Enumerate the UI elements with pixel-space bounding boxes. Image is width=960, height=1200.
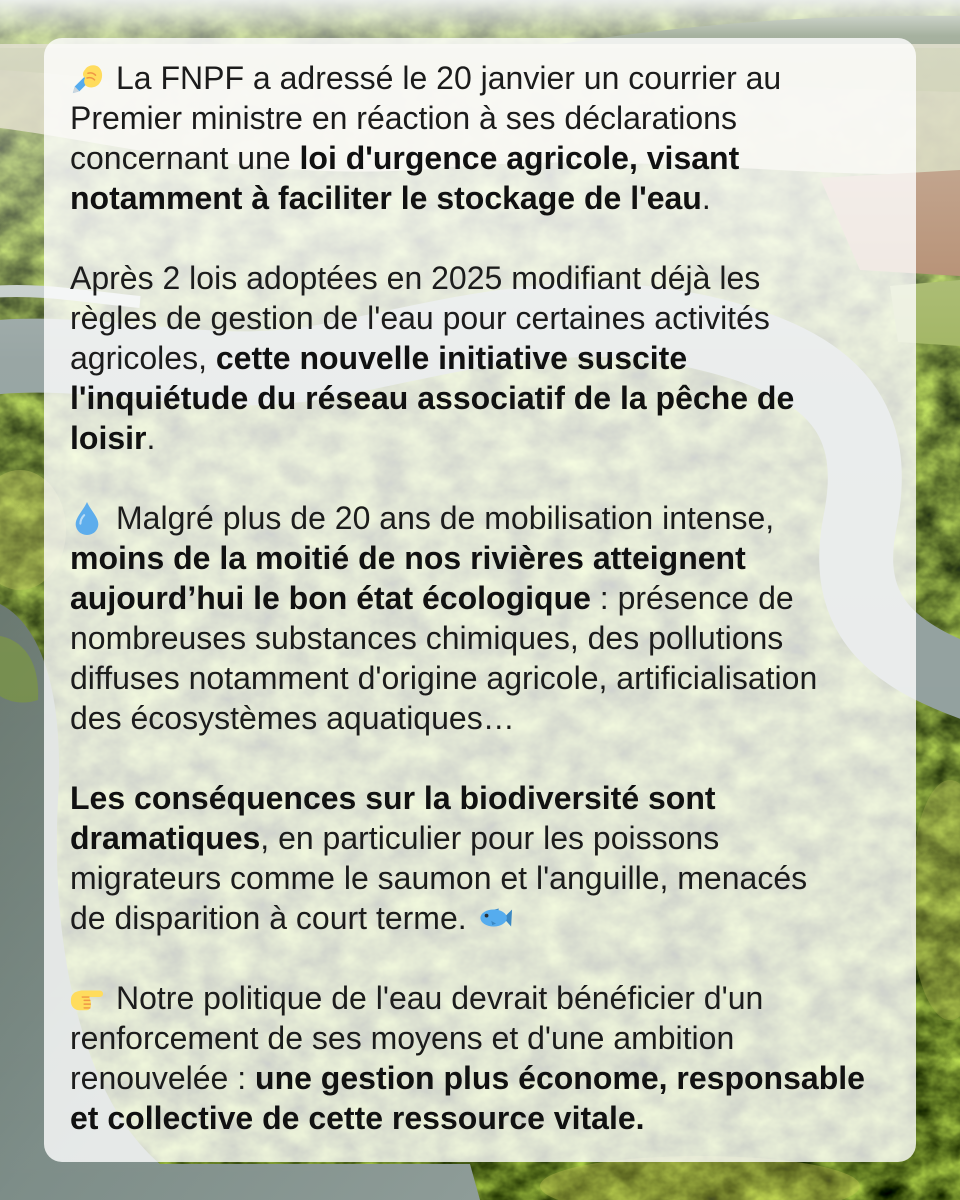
- body-text: des écosystèmes aquatiques…: [70, 700, 515, 736]
- paragraph-4: [70, 778, 902, 938]
- text-line: [70, 338, 902, 378]
- body-text: Malgré plus de 20 ans de mobilisation intense,: [116, 500, 775, 536]
- bold-text: loisir: [70, 420, 147, 456]
- bold-text: notamment à faciliter le stockage de l'eau: [70, 180, 702, 216]
- text-line: [70, 498, 902, 538]
- pointing-right-icon: [70, 981, 104, 1015]
- body-text: de disparition à court terme.: [70, 900, 467, 936]
- text-line: [70, 418, 902, 458]
- body-text: Premier ministre en réaction à ses déclarations: [70, 100, 737, 136]
- paragraph-2: [70, 258, 902, 458]
- text-line: [70, 1098, 902, 1138]
- body-text: agricoles,: [70, 340, 216, 376]
- text-line: [70, 618, 902, 658]
- body-text: renouvelée :: [70, 1060, 256, 1096]
- bold-text: une gestion plus économe, responsable: [255, 1060, 865, 1096]
- text-line: [70, 898, 902, 938]
- paragraph-1: [70, 58, 902, 218]
- text-line: [70, 98, 902, 138]
- text-line: [70, 578, 902, 618]
- bold-text: et collective de cette ressource vitale.: [70, 1100, 645, 1136]
- bold-text: cette nouvelle initiative suscite: [215, 340, 688, 376]
- bold-text: aujourd’hui le bon état écologique: [70, 580, 591, 616]
- writing-hand-icon: [70, 61, 104, 95]
- body-text: règles de gestion de l'eau pour certaines activités: [70, 300, 770, 336]
- body-text: renforcement de ses moyens et d'une ambition: [70, 1020, 735, 1056]
- text-line: [70, 1058, 902, 1098]
- droplet-icon: [70, 501, 104, 535]
- body-text: nombreuses substances chimiques, des pollutions: [70, 620, 784, 656]
- paragraph-3: [70, 498, 902, 738]
- bold-text: dramatiques: [70, 820, 261, 856]
- text-line: [70, 298, 902, 338]
- text-line: [70, 698, 902, 738]
- fish-icon: [479, 901, 513, 935]
- body-text: , en particulier pour les poissons: [260, 820, 720, 856]
- text-line: [70, 378, 902, 418]
- text-line: [70, 138, 902, 178]
- text-line: [70, 538, 902, 578]
- text-line: [70, 658, 902, 698]
- body-text: : présence de: [590, 580, 794, 616]
- body-text: La FNPF a adressé le 20 janvier un courrier au: [116, 60, 782, 96]
- text-line: [70, 858, 902, 898]
- bold-text: loi d'urgence agricole, visant: [299, 140, 740, 176]
- body-text: concernant une: [70, 140, 300, 176]
- body-text: diffuses notamment d'origine agricole, artificialisation: [70, 660, 818, 696]
- body-text: .: [701, 180, 711, 216]
- body-text: migrateurs comme le saumon et l'anguille, menacés: [70, 860, 808, 896]
- text-line: [70, 978, 902, 1018]
- text-line: [70, 818, 902, 858]
- text-card: [44, 38, 916, 1162]
- body-text: Après 2 lois adoptées en 2025 modifiant déjà les: [70, 260, 761, 296]
- bold-text: Les conséquences sur la biodiversité sont: [70, 780, 716, 816]
- text-line: [70, 1018, 902, 1058]
- text-line: [70, 258, 902, 298]
- body-text: Notre politique de l'eau devrait bénéficier d'un: [116, 980, 764, 1016]
- bold-text: moins de la moitié de nos rivières atteignent: [70, 540, 746, 576]
- text-line: [70, 58, 902, 98]
- post-text: [70, 58, 902, 1138]
- text-line: [70, 178, 902, 218]
- bold-text: l'inquiétude du réseau associatif de la pêche de: [70, 380, 795, 416]
- body-text: .: [146, 420, 156, 456]
- paragraph-5: [70, 978, 902, 1138]
- text-line: [70, 778, 902, 818]
